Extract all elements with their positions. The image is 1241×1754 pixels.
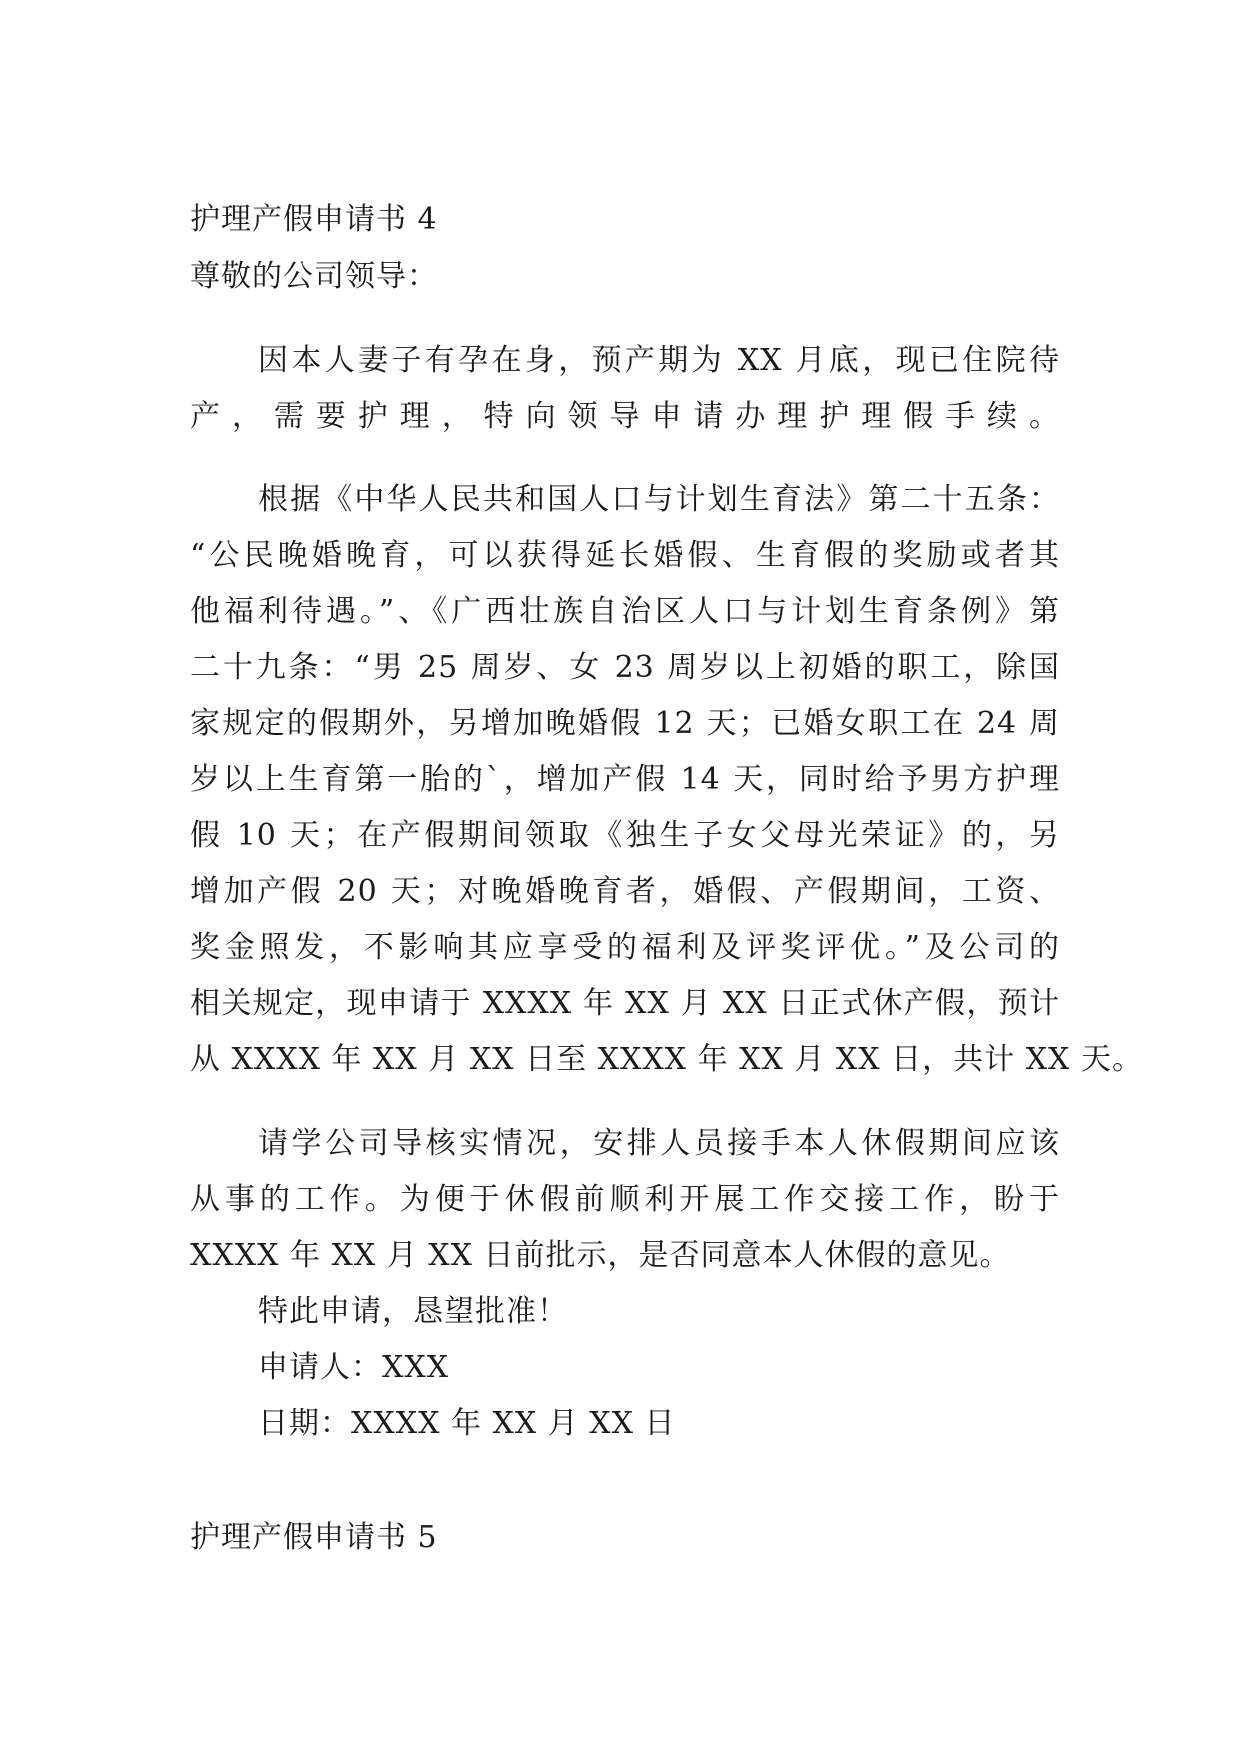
salutation: 尊敬的公司领导： bbox=[190, 259, 438, 294]
closing-line: 特此申请，恳望批准！ bbox=[258, 1294, 568, 1329]
paragraph-line: XXXX 年 XX 月 XX 日前批示，是否同意本人休假的意见。 bbox=[190, 1238, 1011, 1273]
paragraph-line: 奖金照发，不影响其应享受的福利及评奖评优。”及公司的 bbox=[190, 930, 1060, 965]
date-line: 日期：XXXX 年 XX 月 XX 日 bbox=[258, 1406, 676, 1441]
paragraph-line: 根据《中华人民共和国人口与计划生育法》第二十五条： bbox=[258, 482, 1060, 517]
section-title: 护理产假申请书 5 bbox=[190, 1520, 438, 1555]
paragraph-line: 请学公司导核实情况，安排人员接手本人休假期间应该 bbox=[258, 1126, 1060, 1161]
section-title: 护理产假申请书 4 bbox=[190, 202, 438, 237]
paragraph-line: 从 XXXX 年 XX 月 XX 日至 XXXX 年 XX 月 XX 日，共计 XX 天。 bbox=[190, 1042, 1143, 1077]
paragraph-line: 岁以上生育第一胎的`，增加产假 14 天，同时给予男方护理 bbox=[190, 762, 1060, 797]
paragraph-line: 假 10 天；在产假期间领取《独生子女父母光荣证》的，另 bbox=[190, 818, 1060, 853]
paragraph-line: 二十九条：“男 25 周岁、女 23 周岁以上初婚的职工，除国 bbox=[190, 650, 1060, 685]
paragraph-line: “公民晚婚晚育，可以获得延长婚假、生育假的奖励或者其 bbox=[190, 538, 1060, 573]
paragraph-line: 从事的工作。为便于休假前顺利开展工作交接工作，盼于 bbox=[190, 1182, 1060, 1217]
paragraph-line: 相关规定，现申请于 XXXX 年 XX 月 XX 日正式休产假，预计 bbox=[190, 986, 1060, 1021]
paragraph-line: 家规定的假期外，另增加晚婚假 12 天；已婚女职工在 24 周 bbox=[190, 706, 1060, 741]
paragraph-line: 因本人妻子有孕在身，预产期为 XX 月底，现已住院待 bbox=[258, 343, 1060, 378]
paragraph-line: 产，需要护理，特向领导申请办理护理假手续。 bbox=[190, 399, 1060, 434]
paragraph-line: 增加产假 20 天；对晚婚晚育者，婚假、产假期间，工资、 bbox=[190, 874, 1060, 909]
applicant-line: 申请人：XXX bbox=[258, 1350, 450, 1385]
paragraph-line: 他福利待遇。”、《广西壮族自治区人口与计划生育条例》第 bbox=[190, 594, 1060, 629]
